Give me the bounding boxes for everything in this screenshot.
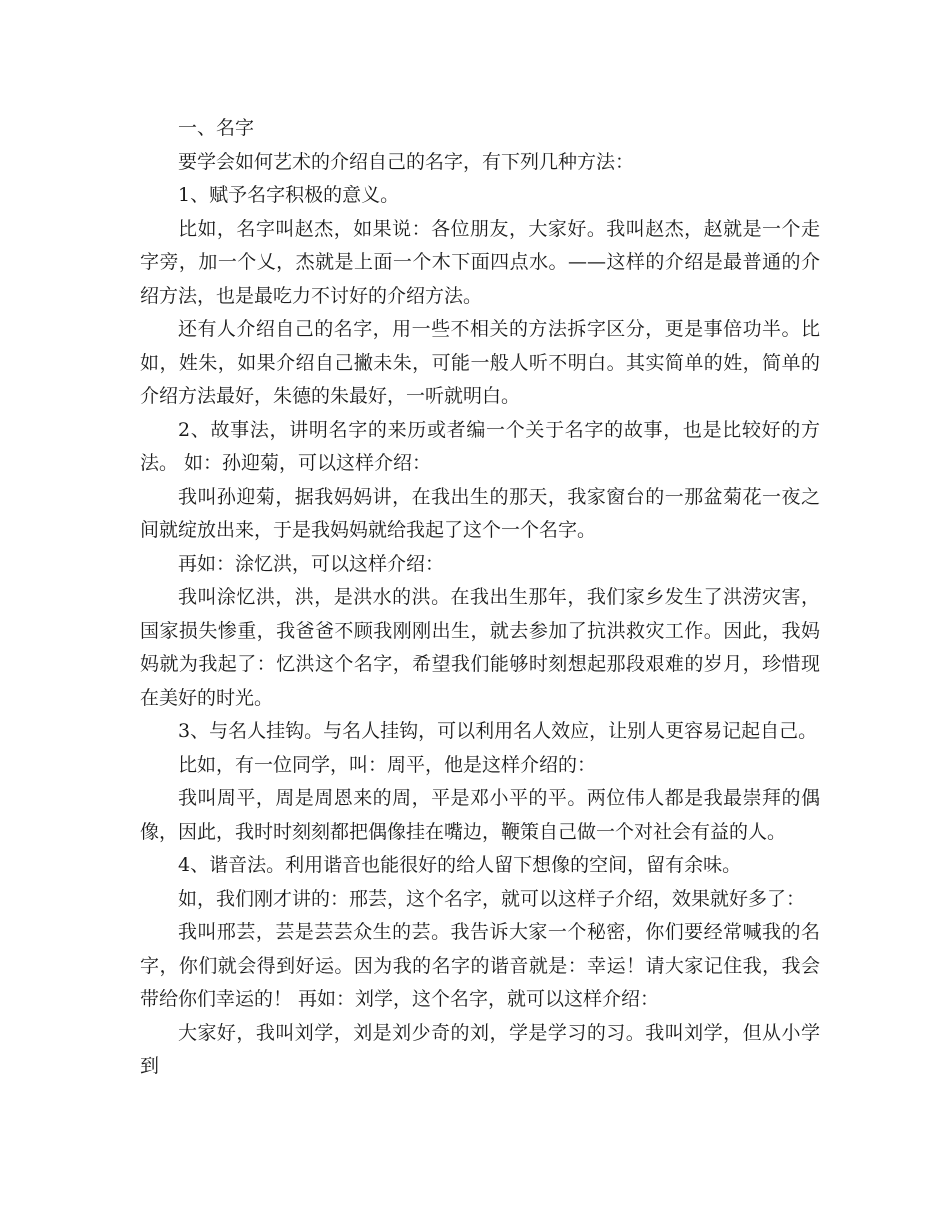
paragraph: 4、谐音法。利用谐音也能很好的给人留下想像的空间，留有余味。 [178,854,742,876]
paragraph: 再如：涂忆洪，可以这样介绍： [178,552,445,575]
paragraph: 1、赋予名字积极的意义。 [178,184,400,206]
paragraph: 还有人介绍自己的名字，用一些不相关的方法拆字区分，更是事倍功半。比如，姓朱，如果介绍自己撇未朱，可能一般人听不明白。其实简单的姓，简单的介绍方法最好，朱德的朱最好，一听就明白。 [140,318,820,407]
paragraph: 大家好，我叫刘学，刘是刘少奇的刘，学是学习的习。我叫刘学，但从小学到 [140,1021,820,1077]
paragraph: 我叫邢芸，芸是芸芸众生的芸。我告诉大家一个秘密，你们要经常喊我的名字，你们就会得到好运。因为我的名字的谐音就是：幸运！请大家记住我，我会带给你们幸运的！ 再如：刘学，这个名字，就可以这样介绍： [140,921,820,1010]
document-body [140,112,820,1084]
section-heading: 一、名字 [178,117,255,139]
paragraph: 比如，名字叫赵杰，如果说：各位朋友，大家好。我叫赵杰，赵就是一个走字旁，加一个乂，杰就是上面一个木下面四点水。——这样的介绍是最普通的介绍方法，也是最吃力不讨好的介绍方法。 [140,217,820,307]
paragraph: 2、故事法，讲明名字的来历或者编一个关于名字的故事，也是比较好的方法。 如：孙迎菊，可以这样介绍： [140,418,820,474]
paragraph: 3、与名人挂钩。与名人挂钩，可以利用名人效应，让别人更容易记起自己。 [178,720,818,742]
paragraph: 我叫周平，周是周恩来的周，平是邓小平的平。两位伟人都是我最崇拜的偶像，因此，我时时刻刻都把偶像挂在嘴边，鞭策自己做一个对社会有益的人。 [140,787,820,843]
paragraph: 如，我们刚才讲的：邢芸，这个名字，就可以这样子介绍，效果就好多了： [178,887,806,910]
paragraph: 我叫涂忆洪，洪，是洪水的洪。在我出生那年，我们家乡发生了洪涝灾害，国家损失惨重，我爸爸不顾我刚刚出生，就去参加了抗洪救灾工作。因此，我妈妈就为我起了：忆洪这个名字，希望我们能够时刻想起那段艰难的岁月，珍惜现在美好的时光。 [140,586,820,709]
paragraph: 比如，有一位同学，叫：周平，他是这样介绍的： [178,753,597,776]
paragraph: 要学会如何艺术的介绍自己的名字，有下列几种方法： [178,150,635,173]
paragraph: 我叫孙迎菊，据我妈妈讲，在我出生的那天，我家窗台的一那盆菊花一夜之间就绽放出来，于是我妈妈就给我起了这个一个名字。 [140,485,820,541]
